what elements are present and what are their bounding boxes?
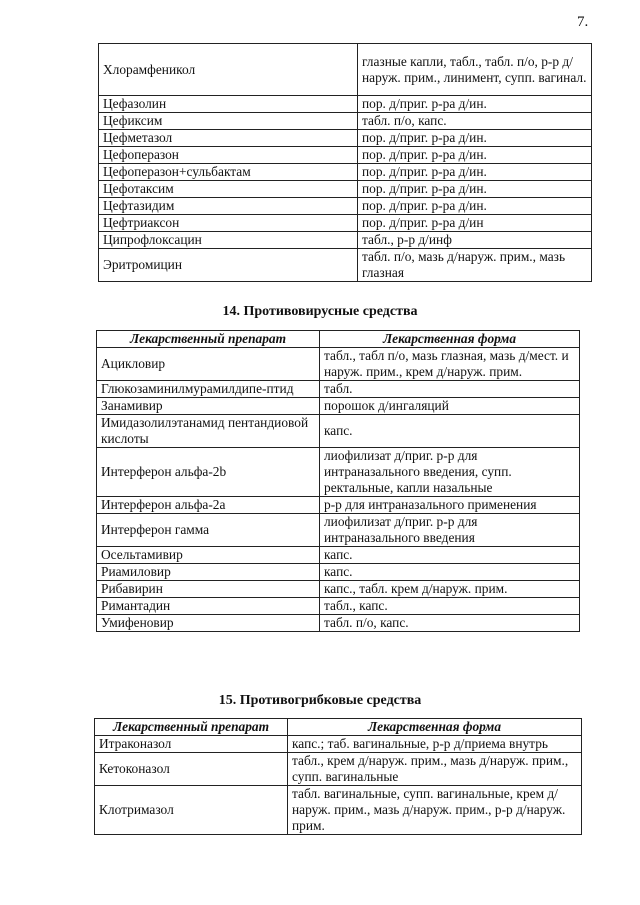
drug-form: пор. д/приг. р-ра д/ин bbox=[358, 215, 592, 232]
drug-name: Цефтазидим bbox=[99, 198, 358, 215]
drug-name: Имидазолилэтанамид пентандиовой кислоты bbox=[97, 415, 320, 448]
table-header-row bbox=[95, 719, 582, 736]
drug-name: Интерферон гамма bbox=[97, 514, 320, 547]
table-row bbox=[99, 113, 592, 130]
drug-name: Риамиловир bbox=[97, 564, 320, 581]
drug-form: табл. bbox=[320, 381, 580, 398]
drug-name: Ципрофлоксацин bbox=[99, 232, 358, 249]
drug-form: табл. п/о, капс. bbox=[320, 615, 580, 632]
drug-form: табл. п/о, капс. bbox=[358, 113, 592, 130]
column-header-drug: Лекарственный препарат bbox=[97, 331, 320, 348]
column-header-form: Лекарственная форма bbox=[320, 331, 580, 348]
section-title-antifungal: 15. Противогрибковые средства bbox=[218, 693, 422, 708]
drug-name: Римантадин bbox=[97, 598, 320, 615]
drug-name: Цефазолин bbox=[99, 96, 358, 113]
drug-name: Цефметазол bbox=[99, 130, 358, 147]
drug-name: Кетоконазол bbox=[95, 753, 288, 786]
drug-form: пор. д/приг. р-ра д/ин. bbox=[358, 130, 592, 147]
drug-form: лиофилизат д/приг. р-р для интраназального введения, супп. ректальные, капли назальные bbox=[320, 448, 580, 497]
drug-name: Ацикловир bbox=[97, 348, 320, 381]
antibacterial-table-continued bbox=[98, 43, 592, 282]
column-header-form: Лекарственная форма bbox=[288, 719, 582, 736]
table-row bbox=[99, 198, 592, 215]
table-row bbox=[99, 232, 592, 249]
table-row bbox=[99, 215, 592, 232]
drug-name: Цефтриаксон bbox=[99, 215, 358, 232]
drug-form: пор. д/приг. р-ра д/ин. bbox=[358, 198, 592, 215]
drug-name: Умифеновир bbox=[97, 615, 320, 632]
table-row bbox=[99, 249, 592, 282]
drug-form: р-р для интраназального применения bbox=[320, 497, 580, 514]
drug-form: пор. д/приг. р-ра д/ин. bbox=[358, 181, 592, 198]
drug-name: Цефоперазон+сульбактам bbox=[99, 164, 358, 181]
drug-form: капс. bbox=[320, 564, 580, 581]
table-row bbox=[97, 415, 580, 448]
antiviral-table bbox=[96, 330, 580, 632]
table-row bbox=[97, 598, 580, 615]
drug-form: пор. д/приг. р-ра д/ин. bbox=[358, 147, 592, 164]
table-row bbox=[97, 581, 580, 598]
table-row bbox=[97, 448, 580, 497]
table-row bbox=[97, 615, 580, 632]
page-number: 7. bbox=[577, 14, 589, 30]
drug-name: Цефиксим bbox=[99, 113, 358, 130]
table-row bbox=[97, 547, 580, 564]
table-row bbox=[99, 181, 592, 198]
drug-name: Итраконазол bbox=[95, 736, 288, 753]
drug-form: капс.; таб. вагинальные, р-р д/приема внутрь bbox=[288, 736, 582, 753]
drug-name: Клотримазол bbox=[95, 786, 288, 835]
antifungal-table bbox=[94, 718, 582, 835]
table-row bbox=[99, 44, 592, 96]
drug-name: Интерферон альфа-2a bbox=[97, 497, 320, 514]
drug-form: капс. bbox=[320, 547, 580, 564]
drug-form: пор. д/приг. р-ра д/ин. bbox=[358, 164, 592, 181]
drug-name: Рибавирин bbox=[97, 581, 320, 598]
table-row bbox=[97, 398, 580, 415]
table-row bbox=[99, 96, 592, 113]
drug-name: Глюкозаминилмурамилдипе-птид bbox=[97, 381, 320, 398]
drug-form: табл., р-р д/инф bbox=[358, 232, 592, 249]
table-row bbox=[97, 381, 580, 398]
table-row bbox=[97, 514, 580, 547]
table-row bbox=[95, 786, 582, 835]
drug-form: глазные капли, табл., табл. п/о, р-р д/наруж. прим., линимент, супп. вагинал. bbox=[358, 44, 592, 96]
table-row bbox=[97, 564, 580, 581]
drug-form: табл. п/о, мазь д/наруж. прим., мазь глазная bbox=[358, 249, 592, 282]
drug-form: табл. вагинальные, супп. вагинальные, крем д/наруж. прим., мазь д/наруж. прим., р-р д/наруж. прим. bbox=[288, 786, 582, 835]
drug-name: Хлорамфеникол bbox=[99, 44, 358, 96]
drug-form: капс. bbox=[320, 415, 580, 448]
drug-form: табл., капс. bbox=[320, 598, 580, 615]
table-row bbox=[97, 348, 580, 381]
column-header-drug: Лекарственный препарат bbox=[95, 719, 288, 736]
drug-name: Цефоперазон bbox=[99, 147, 358, 164]
drug-name: Цефотаксим bbox=[99, 181, 358, 198]
drug-name: Интерферон альфа-2b bbox=[97, 448, 320, 497]
table-row bbox=[99, 147, 592, 164]
drug-form: капс., табл. крем д/наруж. прим. bbox=[320, 581, 580, 598]
drug-name: Занамивир bbox=[97, 398, 320, 415]
drug-form: лиофилизат д/приг. р-р для интраназального введения bbox=[320, 514, 580, 547]
drug-form: порошок д/ингаляций bbox=[320, 398, 580, 415]
table-row bbox=[95, 736, 582, 753]
drug-form: табл., табл п/о, мазь глазная, мазь д/мест. и наруж. прим., крем д/наруж. прим. bbox=[320, 348, 580, 381]
drug-form: табл., крем д/наруж. прим., мазь д/наруж. прим., супп. вагинальные bbox=[288, 753, 582, 786]
drug-form: пор. д/приг. р-ра д/ин. bbox=[358, 96, 592, 113]
table-row bbox=[99, 130, 592, 147]
table-row bbox=[95, 753, 582, 786]
table-header-row bbox=[97, 331, 580, 348]
table-row bbox=[99, 164, 592, 181]
section-title-antiviral: 14. Противовирусные средства bbox=[222, 304, 418, 319]
drug-name: Осельтамивир bbox=[97, 547, 320, 564]
table-row bbox=[97, 497, 580, 514]
drug-name: Эритромицин bbox=[99, 249, 358, 282]
